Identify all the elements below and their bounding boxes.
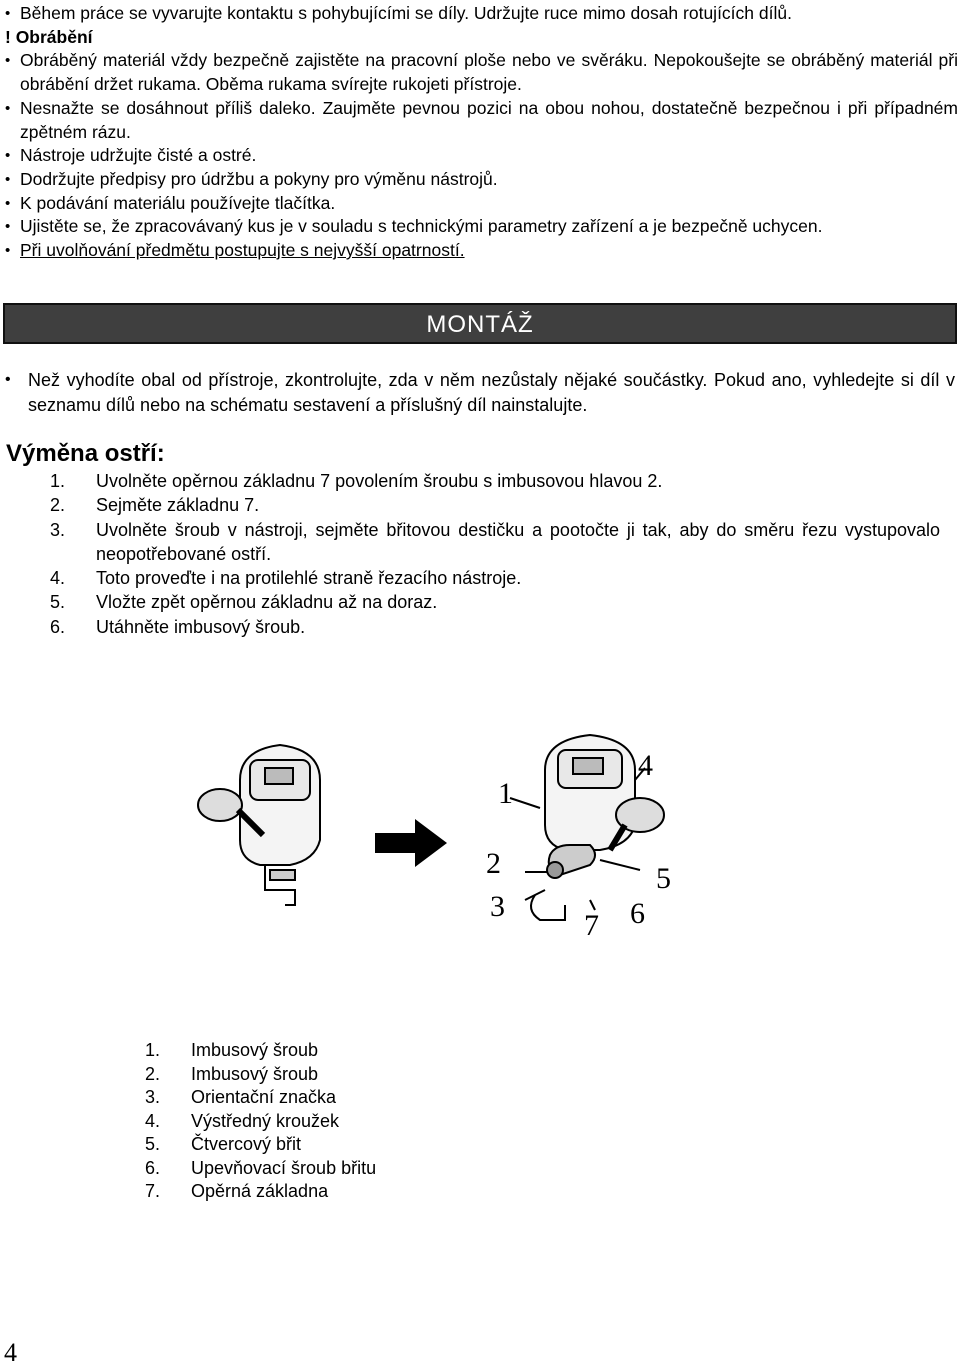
legend-text: Opěrná základna — [191, 1181, 329, 1201]
assembly-illustration — [180, 720, 700, 965]
step-item — [50, 493, 940, 517]
subsection-title: ! Obrábění — [5, 26, 93, 47]
legend-item — [145, 1039, 376, 1063]
legend-text: Výstředný kroužek — [191, 1110, 340, 1131]
callout-5: 5 — [656, 862, 671, 895]
callout-2: 2 — [486, 847, 501, 880]
legend-item — [145, 1086, 376, 1110]
step-item — [50, 590, 940, 614]
step-number: 3. — [50, 519, 66, 540]
safety-item: • K podávání materiálu používejte tlačítka. — [5, 192, 958, 216]
legend-text: Čtvercový břit — [191, 1134, 302, 1154]
callout-1: 1 — [498, 777, 513, 810]
safety-item: • Dodržujte předpisy pro údržbu a pokyny pro výměnu nástrojů. — [5, 168, 958, 192]
page-number: 4 — [4, 1338, 17, 1367]
assembly-figure — [180, 720, 700, 965]
legend-item — [145, 1063, 376, 1087]
legend-number: 3. — [145, 1087, 161, 1107]
safety-item: • Obráběný materiál vždy bezpečně zajistěte na pracovní ploše nebo ve svěráku. Nepokoušejte se obráběný materiál při obrábění držet rukama. Oběma rukama svírejte rukojeti přístroje. — [5, 49, 958, 96]
step-text: Utáhněte imbusový šroub. — [96, 616, 306, 637]
legend-number: 2. — [145, 1063, 161, 1084]
section-title: MONTÁŽ — [426, 310, 534, 338]
step-text: Toto proveďte i na protilehlé straně řezacího nástroje. — [96, 568, 522, 589]
callout-4: 4 — [638, 749, 653, 782]
safety-item-underlined: Při uvolňování předmětu postupujte s nejvyšší opatrností. — [20, 240, 465, 261]
parts-legend — [145, 1039, 376, 1204]
safety-item: • Ujistěte se, že zpracovávaný kus je v souladu s technickými parametry zařízení a je bezpečně uchycen. — [5, 215, 958, 239]
arrow-right-icon — [375, 819, 447, 867]
legend-number: 4. — [145, 1110, 161, 1131]
legend-number: 1. — [145, 1040, 161, 1060]
step-number: 6. — [50, 616, 66, 637]
step-text: Uvolněte šroub v nástroji, sejměte břitovou destičku a pootočte ji tak, aby do směru řezu vystupovalo neopotřebované ostří. — [96, 519, 940, 564]
step-item — [50, 566, 940, 590]
callout-7: 7 — [584, 909, 599, 942]
safety-list — [5, 2, 958, 263]
section-header-band — [3, 303, 957, 344]
legend-number: 7. — [145, 1181, 161, 1201]
safety-item — [5, 239, 958, 263]
legend-text: Orientační značka — [191, 1087, 337, 1107]
safety-item: • Během práce se vyvarujte kontaktu s pohybujícími se díly. Udržujte ruce mimo dosah rotujících dílů. — [5, 2, 958, 26]
legend-number: 6. — [145, 1157, 161, 1178]
legend-item — [145, 1133, 376, 1157]
blade-change-heading: Výměna ostří: — [6, 440, 165, 467]
callout-3: 3 — [490, 890, 505, 923]
step-item — [50, 518, 940, 567]
step-item — [50, 469, 940, 493]
blade-change-steps — [50, 469, 940, 639]
legend-item — [145, 1180, 376, 1204]
step-number: 1. — [50, 471, 66, 491]
step-text: Sejměte základnu 7. — [96, 495, 260, 516]
step-number: 5. — [50, 592, 66, 613]
step-text: Vložte zpět opěrnou základnu až na doraz. — [96, 592, 438, 613]
legend-text: Imbusový šroub — [191, 1040, 319, 1060]
step-number: 4. — [50, 568, 66, 589]
legend-number: 5. — [145, 1134, 161, 1154]
legend-text: Upevňovací šroub břitu — [191, 1157, 377, 1178]
legend-item — [145, 1157, 376, 1181]
step-number: 2. — [50, 495, 66, 516]
tool-before-illustration — [198, 745, 320, 905]
intro-paragraph: • Než vyhodíte obal od přístroje, zkontrolujte, zda v něm nezůstaly nějaké součástky. Pokud ano, vyhledejte si díl v seznamu dílů nebo na schématu sestavení a příslušný díl nainstalujte. — [5, 368, 955, 417]
step-text: Uvolněte opěrnou základnu 7 povolením šroubu s imbusovou hlavou 2. — [96, 471, 663, 491]
legend-item — [145, 1110, 376, 1134]
step-item — [50, 615, 940, 639]
callout-6: 6 — [630, 897, 645, 930]
legend-text: Imbusový šroub — [191, 1063, 319, 1084]
safety-item: • Nástroje udržujte čisté a ostré. — [5, 144, 958, 168]
safety-item: • Nesnažte se dosáhnout příliš daleko. Zaujměte pevnou pozici na obou nohou, dostatečně bezpečnou i při případném zpětném rázu. — [5, 97, 958, 144]
